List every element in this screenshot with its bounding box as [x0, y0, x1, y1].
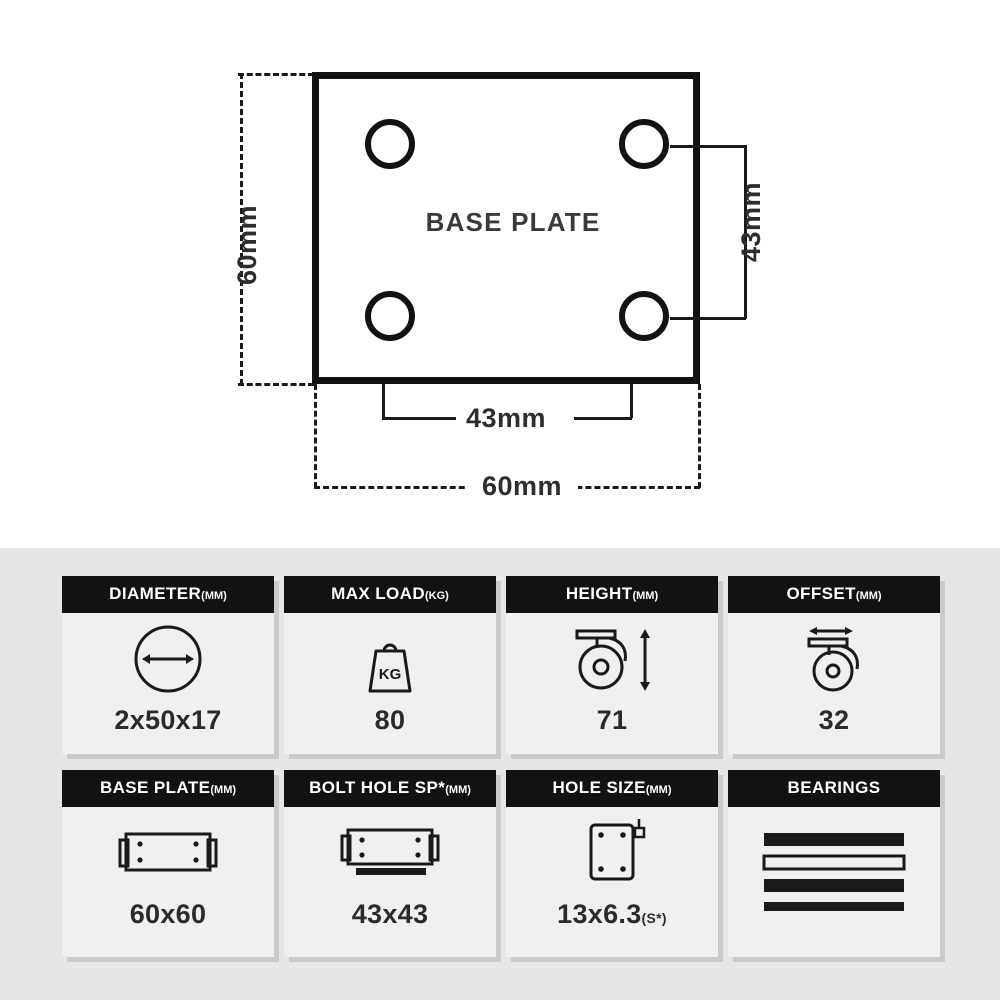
- bolt-hole-top-left: [365, 119, 415, 169]
- spec-card-header: [728, 770, 940, 807]
- bolt-hole-top-right: [619, 119, 669, 169]
- spec-title: HEIGHT: [565, 584, 633, 603]
- base-plate-label: BASE PLATE: [425, 207, 601, 237]
- spec-card-grid: [62, 576, 942, 973]
- spec-title: BEARINGS: [787, 778, 881, 797]
- leader-line-bottom-inner-right: [630, 384, 633, 418]
- bolt-hole-bottom-right: [619, 291, 669, 341]
- base-plate-rect: [312, 72, 700, 384]
- weight-kg-icon: [350, 621, 430, 697]
- spec-card-header: [62, 770, 274, 807]
- leader-line-bottom-right: [670, 317, 746, 320]
- spec-unit: (MM): [445, 784, 471, 796]
- dimension-bottom-43mm: 43mm: [466, 403, 547, 433]
- dimension-bottom-60mm: 60mm: [466, 471, 578, 502]
- circle-diameter-icon: [118, 621, 218, 697]
- bearings-icon: [758, 829, 910, 915]
- spec-value: 32: [818, 705, 850, 735]
- spec-title: OFFSET: [786, 584, 856, 603]
- spec-unit: (MM): [210, 784, 237, 796]
- spec-card-header: [284, 770, 496, 807]
- spec-card-header: [506, 770, 718, 807]
- spec-card-header: [284, 576, 496, 613]
- hole-size-icon: [567, 815, 657, 891]
- spec-title: MAX LOAD: [331, 584, 426, 603]
- spec-icon-area: [284, 613, 496, 705]
- dimension-right-43mm: 43mm: [736, 181, 766, 262]
- spec-unit: (KG): [425, 590, 449, 602]
- spec-value: 43x43: [351, 899, 429, 929]
- spec-card-header: [506, 576, 718, 613]
- spec-card-header: [728, 576, 940, 613]
- spec-card-max-load: [284, 576, 496, 754]
- dashed-guide-bottom-left: [238, 383, 314, 386]
- dimension-left-60mm: 60mm: [232, 204, 262, 285]
- spec-title: BOLT HOLE SP*: [309, 778, 446, 797]
- spec-value-main: 13x6.3: [557, 899, 642, 929]
- spec-card-bearings: [728, 770, 940, 957]
- spec-icon-area: [284, 807, 496, 899]
- spec-unit: (MM): [645, 784, 672, 796]
- spec-title: DIAMETER: [109, 584, 202, 603]
- spec-card-hole-size: [506, 770, 718, 957]
- spec-unit: (MM): [201, 590, 227, 602]
- spec-value: 2x50x17: [114, 705, 222, 735]
- caster-height-icon: [557, 621, 667, 697]
- caster-offset-icon: [779, 621, 889, 697]
- spec-card-bolt-hole-spacing: [284, 770, 496, 957]
- spec-card-header: [62, 576, 274, 613]
- dashed-guide-left-down: [314, 384, 317, 488]
- spec-unit: (MM): [632, 590, 659, 602]
- spec-card-diameter: [62, 576, 274, 754]
- spec-icon-area: [728, 613, 940, 705]
- spec-card-base-plate: [62, 770, 274, 957]
- leader-line-top-right: [670, 145, 746, 148]
- spec-value-sub: (S*): [641, 910, 667, 926]
- spec-title: BASE PLATE: [99, 778, 211, 797]
- spec-icon-area: [728, 807, 940, 939]
- spec-panel: [0, 548, 1000, 1000]
- spec-title: HOLE SIZE: [552, 778, 646, 797]
- dimension-line-bottom-inner-left: [382, 417, 456, 420]
- bolt-hole-spacing-icon: [330, 818, 450, 888]
- spec-value: 71: [596, 705, 628, 735]
- base-plate-icon: [108, 818, 228, 888]
- spec-value: [728, 939, 940, 957]
- spec-value: 60x60: [129, 899, 207, 929]
- spec-icon-area: [506, 613, 718, 705]
- dimension-line-bottom-inner-right: [574, 417, 632, 420]
- dashed-guide-right-down: [698, 384, 701, 488]
- spec-value: [506, 899, 718, 948]
- spec-value: 80: [374, 705, 406, 735]
- spec-icon-area: [62, 613, 274, 705]
- leader-line-bottom-inner-left: [382, 384, 385, 418]
- spec-icon-area: [506, 807, 718, 899]
- dashed-guide-top-left: [238, 73, 314, 76]
- spec-card-offset: [728, 576, 940, 754]
- svg-text:KG: KG: [378, 666, 402, 683]
- bolt-hole-bottom-left: [365, 291, 415, 341]
- spec-card-height: [506, 576, 718, 754]
- spec-icon-area: [62, 807, 274, 899]
- spec-unit: (MM): [855, 590, 882, 602]
